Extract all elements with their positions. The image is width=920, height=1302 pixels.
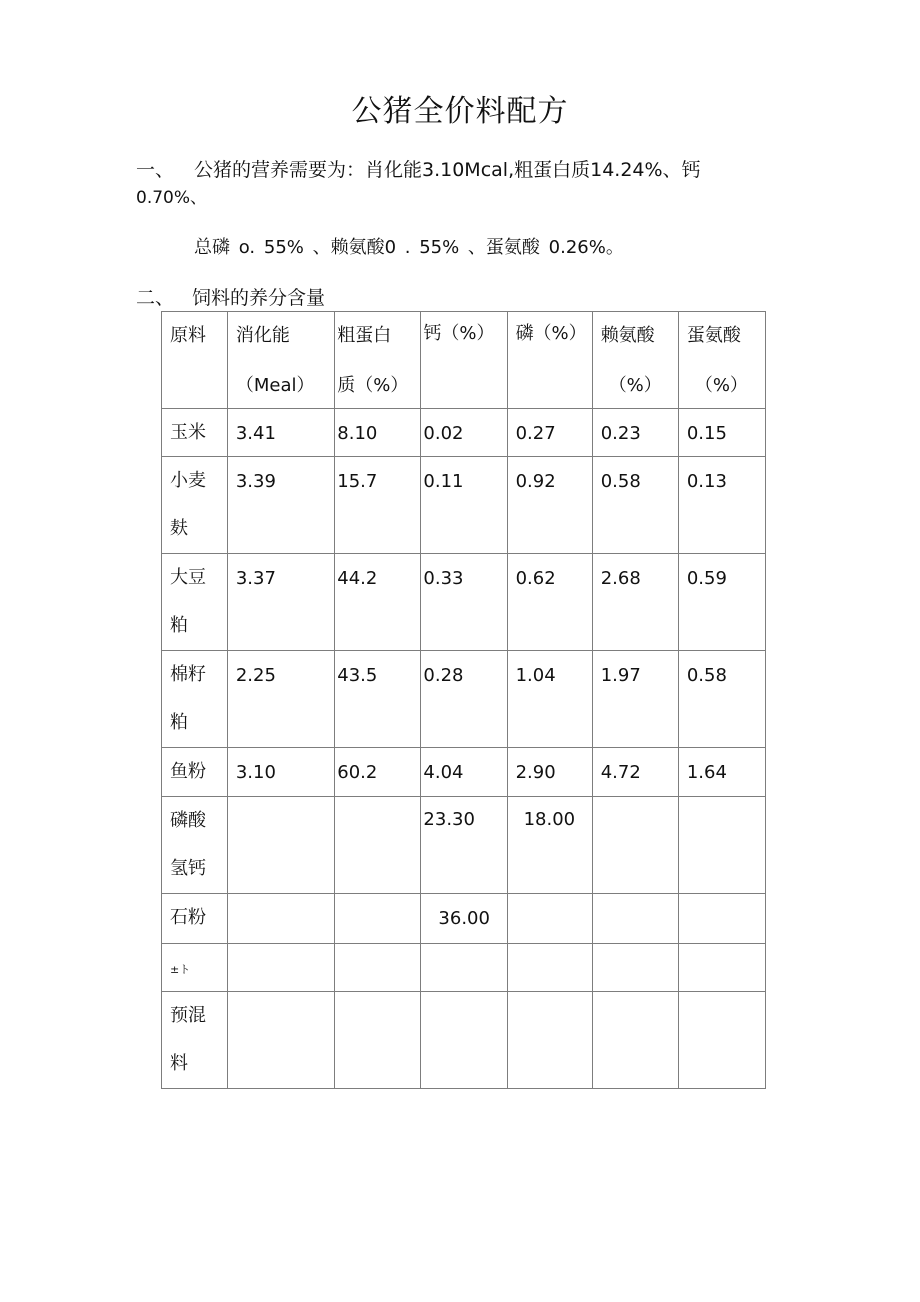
header-label: 蛋氨酸 [686,325,741,346]
material-name: 棉籽 [170,664,206,685]
header-label: 粗蛋白 [337,325,392,346]
calcium-cell: 0.28 [421,651,507,748]
phosphorus-cell: 1.04 [507,651,592,748]
phosphorus-cell [507,944,592,992]
header-label: 磷（%） [515,323,587,344]
phosphorus-cell [507,894,592,944]
protein-cell: 44.2 [335,554,421,651]
lysine-cell: 0.58 [592,457,678,554]
calcium-cell: 0.02 [421,409,507,457]
energy-cell [227,944,334,992]
phosphorus-cell [507,992,592,1089]
material-name-cell [162,797,228,894]
table-header-row [162,312,766,409]
protein-cell: 60.2 [335,748,421,797]
section-1-line-1 [136,156,701,184]
material-name: 大豆 [170,567,206,588]
phosphorus-cell: 18.00 [507,797,592,894]
table-row [162,409,766,457]
table-row [162,457,766,554]
material-name-cell [162,992,228,1089]
lysine-cell [592,797,678,894]
header-cell-phosphorus [507,312,592,409]
material-name-continued: 麸 [170,518,188,539]
table-row [162,554,766,651]
material-name-continued: 粕 [170,615,188,636]
section-1-number: 一、 [136,159,175,181]
header-cell-energy [227,312,334,409]
calcium-cell [421,944,507,992]
methionine-cell [678,797,765,894]
nutrient-table [161,311,766,1089]
section-1-line-1-continued: 0.70%、 [136,188,208,208]
section-1-text: 公猪的营养需要为：肖化能3.10Mcal,粗蛋白质14.24%、钙 [194,159,701,181]
lysine-cell: 0.23 [592,409,678,457]
protein-cell [335,894,421,944]
energy-cell: 3.41 [227,409,334,457]
header-label: 赖氨酸 [600,325,655,346]
energy-cell [227,894,334,944]
section-1-line-2: 总磷 o. 55% 、赖氨酸0 . 55% 、蛋氨酸 0.26%。 [194,237,624,258]
lysine-cell [592,992,678,1089]
material-name-cell [162,894,228,944]
header-unit: （%） [694,375,748,396]
page-title: 公猪全价料配方 [351,94,569,129]
protein-cell [335,992,421,1089]
methionine-cell: 0.15 [678,409,765,457]
calcium-cell: 36.00 [421,894,507,944]
material-name: 玉米 [170,422,206,443]
energy-cell: 3.37 [227,554,334,651]
lysine-cell: 4.72 [592,748,678,797]
material-name: 磷酸 [170,810,206,831]
header-label: 原料 [170,325,206,346]
methionine-cell: 0.59 [678,554,765,651]
energy-cell [227,797,334,894]
energy-cell [227,992,334,1089]
header-cell-lysine [592,312,678,409]
energy-cell: 2.25 [227,651,334,748]
table-row [162,944,766,992]
calcium-cell: 23.30 [421,797,507,894]
material-name-cell [162,409,228,457]
material-name-continued: 氢钙 [170,858,206,879]
header-cell-protein [335,312,421,409]
material-name-continued: 料 [170,1053,188,1074]
material-name: 预混 [170,1005,206,1026]
header-unit: 质（%） [337,375,409,396]
material-name: 小麦 [170,470,206,491]
methionine-cell: 0.13 [678,457,765,554]
methionine-cell [678,944,765,992]
calcium-cell [421,992,507,1089]
methionine-cell: 1.64 [678,748,765,797]
protein-cell: 15.7 [335,457,421,554]
phosphorus-cell: 0.27 [507,409,592,457]
methionine-cell [678,894,765,944]
phosphorus-cell: 2.90 [507,748,592,797]
protein-cell [335,797,421,894]
header-cell-calcium [421,312,507,409]
header-label: 钙（%） [423,323,495,344]
header-cell-material [162,312,228,409]
section-2-heading [136,284,325,312]
calcium-cell: 0.33 [421,554,507,651]
table-row [162,797,766,894]
header-label: 消化能 [235,325,290,346]
material-name-cell [162,944,228,992]
lysine-cell [592,894,678,944]
lysine-cell: 2.68 [592,554,678,651]
table-row [162,651,766,748]
header-cell-methionine [678,312,765,409]
phosphorus-cell: 0.62 [507,554,592,651]
protein-cell: 43.5 [335,651,421,748]
methionine-cell: 0.58 [678,651,765,748]
section-2-number: 二、 [136,287,175,309]
header-unit: （%） [608,375,662,396]
material-name-cell [162,748,228,797]
energy-cell: 3.10 [227,748,334,797]
material-name: 鱼粉 [170,761,206,782]
protein-cell: 8.10 [335,409,421,457]
energy-cell: 3.39 [227,457,334,554]
material-name: 石粉 [170,907,206,928]
header-unit: （Meal） [235,375,315,396]
table-row [162,748,766,797]
lysine-cell: 1.97 [592,651,678,748]
material-name: ±ト [170,963,191,976]
protein-cell [335,944,421,992]
methionine-cell [678,992,765,1089]
phosphorus-cell: 0.92 [507,457,592,554]
section-2-text: 饲料的养分含量 [192,287,326,309]
calcium-cell: 4.04 [421,748,507,797]
lysine-cell [592,944,678,992]
material-name-continued: 粕 [170,712,188,733]
table-row [162,992,766,1089]
material-name-cell [162,651,228,748]
table-row [162,894,766,944]
material-name-cell [162,554,228,651]
material-name-cell [162,457,228,554]
calcium-cell: 0.11 [421,457,507,554]
